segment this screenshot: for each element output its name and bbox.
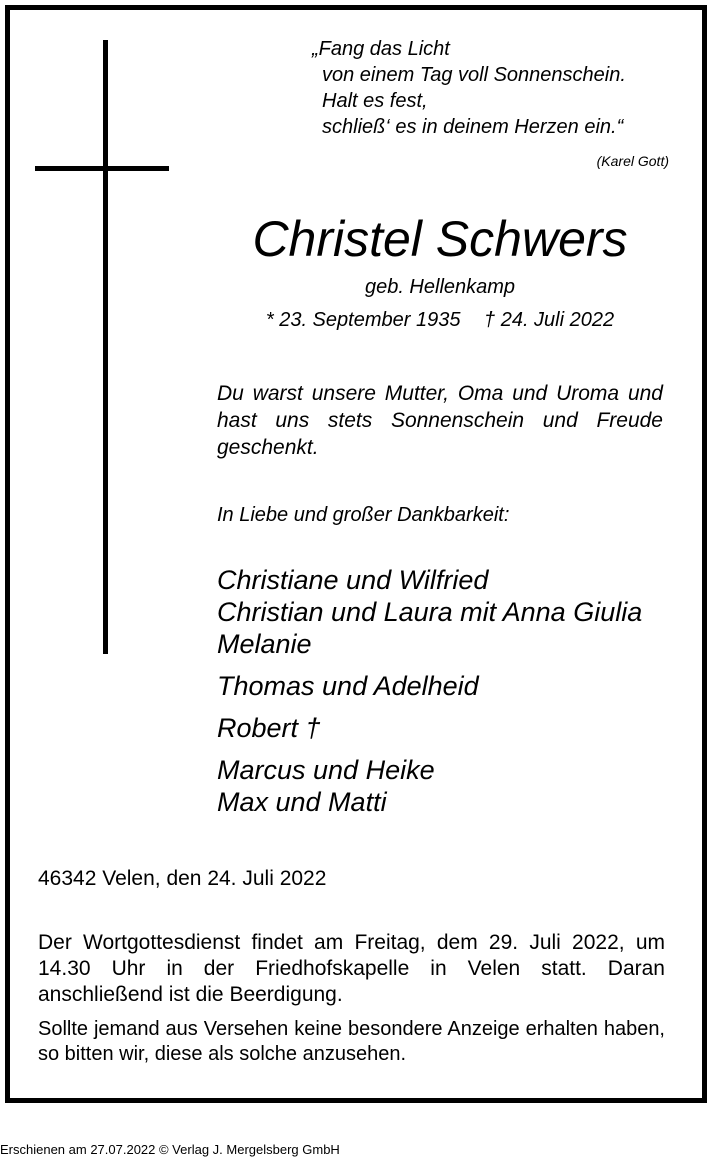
mourner-line: Christiane und Wilfried <box>217 565 489 595</box>
mourner-group <box>217 712 642 744</box>
tribute-text: Du warst unsere Mutter, Oma und Uroma und hast uns stets Sonnenschein und Freude geschenkt. <box>217 382 663 459</box>
quote-line: von einem Tag voll Sonnenschein. <box>322 64 626 86</box>
mourner-line: Robert † <box>217 713 321 743</box>
mourner-group <box>217 670 642 702</box>
life-dates <box>230 309 650 332</box>
mourner-line: Melanie <box>217 629 312 659</box>
mourners-list <box>217 564 642 828</box>
mourner-line: Max und Matti <box>217 787 387 817</box>
quote-line: „Fang das Licht <box>312 38 450 60</box>
born-name: geb. Hellenkamp <box>364 276 516 298</box>
place-date: 46342 Velen, den 24. Juli 2022 <box>38 867 327 890</box>
mourner-line: Thomas und Adelheid <box>217 671 479 701</box>
cross-icon <box>103 40 108 654</box>
publication-footer: Erschienen am 27.07.2022 © Verlag J. Mergelsberg GmbH <box>0 1142 340 1157</box>
cross-icon-bar <box>35 166 169 171</box>
mourner-group <box>217 564 642 660</box>
deceased-name: Christel Schwers <box>252 211 628 267</box>
service-info: Der Wortgottesdienst findet am Freitag, dem 29. Juli 2022, um 14.30 Uhr in der Friedhofskapelle in Velen statt. Daran anschließend ist die Beerdigung. <box>38 931 665 1006</box>
mourner-line: Marcus und Heike <box>217 755 435 785</box>
quote-author: (Karel Gott) <box>596 153 669 169</box>
mourner-line: Christian und Laura mit Anna Giulia <box>217 597 643 627</box>
quote <box>312 36 626 140</box>
death-date: † 24. Juli 2022 <box>484 309 615 331</box>
birth-date: * 23. September 1935 <box>265 309 461 331</box>
notice-text: Sollte jemand aus Versehen keine besondere Anzeige erhalten haben, so bitten wir, diese als solche anzusehen. <box>38 1018 665 1065</box>
mourner-group <box>217 754 642 818</box>
gratitude-line: In Liebe und großer Dankbarkeit: <box>217 504 510 526</box>
quote-line: Halt es fest, <box>322 90 428 112</box>
quote-line: schließ‘ es in deinem Herzen ein.“ <box>322 116 624 138</box>
